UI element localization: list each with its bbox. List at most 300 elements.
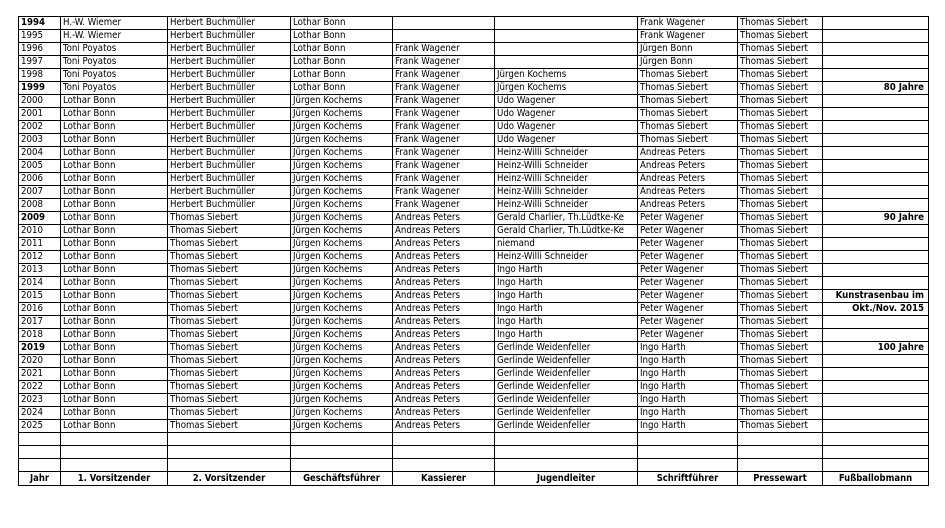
cell-pressewart: Thomas Siebert	[738, 160, 823, 173]
cell-fussballobmann	[823, 277, 929, 290]
cell-vorsitzender-2: Thomas Siebert	[168, 329, 291, 342]
cell-vorsitzender-2: Thomas Siebert	[168, 407, 291, 420]
cell-year: 2002	[19, 121, 61, 134]
cell-pressewart: Thomas Siebert	[738, 30, 823, 43]
cell-vorsitzender-2: Herbert Buchmüller	[168, 108, 291, 121]
cell-geschaeftsfuehrer: Jürgen Kochems	[291, 134, 393, 147]
cell-vorsitzender-2: Thomas Siebert	[168, 264, 291, 277]
cell-fussballobmann	[823, 69, 929, 82]
empty-cell	[495, 446, 638, 459]
table-row	[19, 43, 929, 56]
table-row	[19, 134, 929, 147]
cell-jugendleiter: Heinz-Willi Schneider	[495, 147, 638, 160]
empty-cell	[19, 459, 61, 472]
cell-geschaeftsfuehrer: Jürgen Kochems	[291, 238, 393, 251]
cell-geschaeftsfuehrer: Jürgen Kochems	[291, 160, 393, 173]
cell-year: 2011	[19, 238, 61, 251]
cell-vorsitzender-1: Lothar Bonn	[61, 420, 168, 433]
cell-kassierer: Andreas Peters	[393, 316, 495, 329]
cell-schriftfuehrer: Frank Wagener	[638, 30, 738, 43]
cell-fussballobmann	[823, 134, 929, 147]
cell-pressewart: Thomas Siebert	[738, 290, 823, 303]
cell-year: 2012	[19, 251, 61, 264]
cell-schriftfuehrer: Andreas Peters	[638, 160, 738, 173]
cell-vorsitzender-1: Toni Poyatos	[61, 56, 168, 69]
cell-kassierer	[393, 30, 495, 43]
cell-kassierer: Frank Wagener	[393, 199, 495, 212]
table-row	[19, 30, 929, 43]
empty-cell	[393, 459, 495, 472]
cell-vorsitzender-1: H.-W. Wiemer	[61, 17, 168, 30]
cell-fussballobmann: 80 Jahre	[823, 82, 929, 95]
table-row	[19, 316, 929, 329]
cell-pressewart: Thomas Siebert	[738, 368, 823, 381]
cell-kassierer: Andreas Peters	[393, 342, 495, 355]
cell-fussballobmann	[823, 147, 929, 160]
cell-geschaeftsfuehrer: Jürgen Kochems	[291, 420, 393, 433]
cell-vorsitzender-2: Herbert Buchmüller	[168, 160, 291, 173]
cell-kassierer: Andreas Peters	[393, 264, 495, 277]
cell-year: 2000	[19, 95, 61, 108]
cell-fussballobmann	[823, 186, 929, 199]
table-row	[19, 160, 929, 173]
cell-year: 2019	[19, 342, 61, 355]
cell-pressewart: Thomas Siebert	[738, 69, 823, 82]
cell-kassierer: Andreas Peters	[393, 290, 495, 303]
empty-cell	[291, 433, 393, 446]
cell-year: 1995	[19, 30, 61, 43]
cell-kassierer: Frank Wagener	[393, 108, 495, 121]
cell-fussballobmann	[823, 43, 929, 56]
header-jugendleiter: Jugendleiter	[495, 472, 638, 486]
cell-jugendleiter: Udo Wagener	[495, 134, 638, 147]
cell-fussballobmann	[823, 121, 929, 134]
cell-fussballobmann	[823, 30, 929, 43]
empty-cell	[638, 459, 738, 472]
cell-kassierer: Andreas Peters	[393, 407, 495, 420]
cell-pressewart: Thomas Siebert	[738, 355, 823, 368]
empty-cell	[393, 433, 495, 446]
empty-cell	[61, 433, 168, 446]
cell-schriftfuehrer: Peter Wagener	[638, 251, 738, 264]
cell-vorsitzender-2: Thomas Siebert	[168, 277, 291, 290]
empty-cell	[19, 446, 61, 459]
cell-vorsitzender-1: Lothar Bonn	[61, 407, 168, 420]
cell-fussballobmann	[823, 225, 929, 238]
cell-geschaeftsfuehrer: Jürgen Kochems	[291, 394, 393, 407]
cell-kassierer: Frank Wagener	[393, 56, 495, 69]
header-vorsitzender-1: 1. Vorsitzender	[61, 472, 168, 486]
cell-jugendleiter: Gerlinde Weidenfeller	[495, 355, 638, 368]
cell-vorsitzender-1: Lothar Bonn	[61, 108, 168, 121]
cell-pressewart: Thomas Siebert	[738, 212, 823, 225]
cell-kassierer	[393, 17, 495, 30]
cell-jugendleiter: Ingo Harth	[495, 329, 638, 342]
cell-fussballobmann	[823, 329, 929, 342]
table-row	[19, 147, 929, 160]
cell-vorsitzender-2: Thomas Siebert	[168, 303, 291, 316]
cell-fussballobmann	[823, 264, 929, 277]
cell-geschaeftsfuehrer: Jürgen Kochems	[291, 407, 393, 420]
cell-kassierer: Frank Wagener	[393, 82, 495, 95]
cell-schriftfuehrer: Peter Wagener	[638, 329, 738, 342]
cell-vorsitzender-2: Herbert Buchmüller	[168, 43, 291, 56]
cell-pressewart: Thomas Siebert	[738, 381, 823, 394]
empty-cell	[495, 459, 638, 472]
cell-fussballobmann	[823, 420, 929, 433]
cell-vorsitzender-1: Toni Poyatos	[61, 82, 168, 95]
cell-year: 2014	[19, 277, 61, 290]
cell-vorsitzender-1: Lothar Bonn	[61, 290, 168, 303]
cell-year: 2008	[19, 199, 61, 212]
header-pressewart: Pressewart	[738, 472, 823, 486]
table-row	[19, 264, 929, 277]
table-row	[19, 420, 929, 433]
cell-fussballobmann	[823, 173, 929, 186]
cell-schriftfuehrer: Thomas Siebert	[638, 121, 738, 134]
cell-geschaeftsfuehrer: Jürgen Kochems	[291, 251, 393, 264]
header-fussballobmann: Fußballobmann	[823, 472, 929, 486]
empty-cell	[291, 446, 393, 459]
empty-cell	[738, 433, 823, 446]
cell-year: 2001	[19, 108, 61, 121]
cell-schriftfuehrer: Peter Wagener	[638, 264, 738, 277]
cell-vorsitzender-1: Lothar Bonn	[61, 368, 168, 381]
cell-kassierer: Andreas Peters	[393, 381, 495, 394]
cell-schriftfuehrer: Peter Wagener	[638, 225, 738, 238]
cell-schriftfuehrer: Ingo Harth	[638, 342, 738, 355]
cell-schriftfuehrer: Ingo Harth	[638, 381, 738, 394]
cell-vorsitzender-2: Herbert Buchmüller	[168, 199, 291, 212]
cell-fussballobmann	[823, 251, 929, 264]
cell-vorsitzender-2: Herbert Buchmüller	[168, 134, 291, 147]
cell-fussballobmann: Kunstrasenbau im	[823, 290, 929, 303]
cell-schriftfuehrer: Thomas Siebert	[638, 108, 738, 121]
cell-fussballobmann: Okt./Nov. 2015	[823, 303, 929, 316]
table-row	[19, 329, 929, 342]
cell-geschaeftsfuehrer: Lothar Bonn	[291, 43, 393, 56]
table-row	[19, 69, 929, 82]
cell-kassierer: Andreas Peters	[393, 420, 495, 433]
cell-vorsitzender-2: Thomas Siebert	[168, 420, 291, 433]
cell-vorsitzender-2: Herbert Buchmüller	[168, 30, 291, 43]
table-row	[19, 355, 929, 368]
cell-jugendleiter: Udo Wagener	[495, 121, 638, 134]
cell-geschaeftsfuehrer: Lothar Bonn	[291, 69, 393, 82]
cell-jugendleiter: Gerlinde Weidenfeller	[495, 394, 638, 407]
cell-year: 2009	[19, 212, 61, 225]
cell-geschaeftsfuehrer: Jürgen Kochems	[291, 147, 393, 160]
cell-fussballobmann	[823, 381, 929, 394]
cell-schriftfuehrer: Andreas Peters	[638, 199, 738, 212]
cell-jugendleiter: Jürgen Kochems	[495, 82, 638, 95]
cell-vorsitzender-1: H.-W. Wiemer	[61, 30, 168, 43]
cell-pressewart: Thomas Siebert	[738, 394, 823, 407]
cell-vorsitzender-2: Thomas Siebert	[168, 355, 291, 368]
cell-fussballobmann	[823, 316, 929, 329]
cell-schriftfuehrer: Peter Wagener	[638, 238, 738, 251]
cell-schriftfuehrer: Ingo Harth	[638, 420, 738, 433]
table-row	[19, 56, 929, 69]
cell-pressewart: Thomas Siebert	[738, 342, 823, 355]
cell-vorsitzender-1: Lothar Bonn	[61, 238, 168, 251]
cell-kassierer: Frank Wagener	[393, 121, 495, 134]
cell-schriftfuehrer: Andreas Peters	[638, 173, 738, 186]
cell-geschaeftsfuehrer: Jürgen Kochems	[291, 290, 393, 303]
cell-jugendleiter: Ingo Harth	[495, 264, 638, 277]
cell-jugendleiter: niemand	[495, 238, 638, 251]
cell-vorsitzender-1: Lothar Bonn	[61, 264, 168, 277]
cell-geschaeftsfuehrer: Jürgen Kochems	[291, 342, 393, 355]
cell-jugendleiter	[495, 17, 638, 30]
cell-year: 2022	[19, 381, 61, 394]
cell-geschaeftsfuehrer: Lothar Bonn	[291, 82, 393, 95]
cell-pressewart: Thomas Siebert	[738, 43, 823, 56]
header-geschaeftsfuehrer: Geschäftsführer	[291, 472, 393, 486]
empty-cell	[393, 446, 495, 459]
cell-fussballobmann	[823, 407, 929, 420]
cell-year: 2021	[19, 368, 61, 381]
table-row	[19, 17, 929, 30]
cell-schriftfuehrer: Peter Wagener	[638, 277, 738, 290]
cell-vorsitzender-1: Lothar Bonn	[61, 251, 168, 264]
cell-fussballobmann	[823, 56, 929, 69]
cell-fussballobmann	[823, 108, 929, 121]
cell-kassierer: Frank Wagener	[393, 160, 495, 173]
table-row	[19, 212, 929, 225]
table-row	[19, 290, 929, 303]
header-kassierer: Kassierer	[393, 472, 495, 486]
cell-kassierer: Andreas Peters	[393, 251, 495, 264]
cell-kassierer: Andreas Peters	[393, 394, 495, 407]
cell-kassierer: Andreas Peters	[393, 212, 495, 225]
cell-schriftfuehrer: Peter Wagener	[638, 212, 738, 225]
cell-schriftfuehrer: Thomas Siebert	[638, 69, 738, 82]
table-row	[19, 95, 929, 108]
cell-schriftfuehrer: Andreas Peters	[638, 186, 738, 199]
table-row	[19, 173, 929, 186]
cell-year: 2016	[19, 303, 61, 316]
cell-vorsitzender-1: Lothar Bonn	[61, 147, 168, 160]
cell-pressewart: Thomas Siebert	[738, 225, 823, 238]
cell-jugendleiter: Gerlinde Weidenfeller	[495, 420, 638, 433]
empty-cell	[738, 446, 823, 459]
cell-geschaeftsfuehrer: Jürgen Kochems	[291, 381, 393, 394]
cell-year: 2025	[19, 420, 61, 433]
cell-fussballobmann: 90 Jahre	[823, 212, 929, 225]
cell-jugendleiter: Heinz-Willi Schneider	[495, 186, 638, 199]
cell-schriftfuehrer: Jürgen Bonn	[638, 56, 738, 69]
cell-geschaeftsfuehrer: Jürgen Kochems	[291, 225, 393, 238]
cell-vorsitzender-2: Herbert Buchmüller	[168, 173, 291, 186]
cell-vorsitzender-2: Thomas Siebert	[168, 316, 291, 329]
cell-pressewart: Thomas Siebert	[738, 147, 823, 160]
cell-geschaeftsfuehrer: Jürgen Kochems	[291, 95, 393, 108]
empty-cell	[823, 433, 929, 446]
cell-fussballobmann	[823, 368, 929, 381]
cell-geschaeftsfuehrer: Jürgen Kochems	[291, 368, 393, 381]
cell-schriftfuehrer: Frank Wagener	[638, 17, 738, 30]
cell-geschaeftsfuehrer: Lothar Bonn	[291, 56, 393, 69]
cell-geschaeftsfuehrer: Jürgen Kochems	[291, 121, 393, 134]
cell-schriftfuehrer: Ingo Harth	[638, 355, 738, 368]
cell-kassierer: Andreas Peters	[393, 238, 495, 251]
cell-kassierer: Andreas Peters	[393, 329, 495, 342]
cell-fussballobmann	[823, 199, 929, 212]
cell-vorsitzender-1: Lothar Bonn	[61, 121, 168, 134]
cell-schriftfuehrer: Jürgen Bonn	[638, 43, 738, 56]
cell-year: 2020	[19, 355, 61, 368]
cell-pressewart: Thomas Siebert	[738, 303, 823, 316]
empty-cell	[168, 459, 291, 472]
empty-cell	[638, 433, 738, 446]
cell-schriftfuehrer: Thomas Siebert	[638, 134, 738, 147]
cell-jugendleiter: Jürgen Kochems	[495, 69, 638, 82]
cell-fussballobmann: 100 Jahre	[823, 342, 929, 355]
cell-fussballobmann	[823, 394, 929, 407]
table-row	[19, 368, 929, 381]
cell-vorsitzender-2: Herbert Buchmüller	[168, 95, 291, 108]
cell-pressewart: Thomas Siebert	[738, 121, 823, 134]
cell-geschaeftsfuehrer: Jürgen Kochems	[291, 264, 393, 277]
cell-vorsitzender-1: Toni Poyatos	[61, 69, 168, 82]
empty-row	[19, 433, 929, 446]
cell-geschaeftsfuehrer: Jürgen Kochems	[291, 355, 393, 368]
cell-fussballobmann	[823, 355, 929, 368]
cell-vorsitzender-1: Lothar Bonn	[61, 303, 168, 316]
cell-year: 2013	[19, 264, 61, 277]
cell-pressewart: Thomas Siebert	[738, 95, 823, 108]
cell-vorsitzender-2: Herbert Buchmüller	[168, 147, 291, 160]
cell-kassierer: Andreas Peters	[393, 225, 495, 238]
cell-vorsitzender-2: Herbert Buchmüller	[168, 82, 291, 95]
cell-vorsitzender-1: Lothar Bonn	[61, 355, 168, 368]
cell-schriftfuehrer: Peter Wagener	[638, 316, 738, 329]
cell-vorsitzender-1: Lothar Bonn	[61, 160, 168, 173]
cell-year: 2023	[19, 394, 61, 407]
cell-pressewart: Thomas Siebert	[738, 173, 823, 186]
cell-pressewart: Thomas Siebert	[738, 264, 823, 277]
cell-jugendleiter: Gerlinde Weidenfeller	[495, 342, 638, 355]
cell-jugendleiter: Gerlinde Weidenfeller	[495, 368, 638, 381]
cell-fussballobmann	[823, 95, 929, 108]
cell-jugendleiter: Gerlinde Weidenfeller	[495, 407, 638, 420]
cell-vorsitzender-1: Lothar Bonn	[61, 95, 168, 108]
cell-vorsitzender-1: Lothar Bonn	[61, 134, 168, 147]
cell-fussballobmann	[823, 17, 929, 30]
cell-pressewart: Thomas Siebert	[738, 134, 823, 147]
empty-cell	[168, 433, 291, 446]
cell-jugendleiter: Heinz-Willi Schneider	[495, 251, 638, 264]
table-row	[19, 407, 929, 420]
cell-year: 2003	[19, 134, 61, 147]
cell-geschaeftsfuehrer: Lothar Bonn	[291, 30, 393, 43]
cell-year: 1994	[19, 17, 61, 30]
cell-vorsitzender-1: Toni Poyatos	[61, 43, 168, 56]
cell-vorsitzender-2: Herbert Buchmüller	[168, 69, 291, 82]
cell-kassierer: Frank Wagener	[393, 186, 495, 199]
cell-jugendleiter: Heinz-Willi Schneider	[495, 160, 638, 173]
cell-pressewart: Thomas Siebert	[738, 316, 823, 329]
cell-schriftfuehrer: Ingo Harth	[638, 407, 738, 420]
cell-jugendleiter	[495, 30, 638, 43]
cell-pressewart: Thomas Siebert	[738, 186, 823, 199]
cell-vorsitzender-1: Lothar Bonn	[61, 316, 168, 329]
cell-vorsitzender-2: Herbert Buchmüller	[168, 17, 291, 30]
cell-pressewart: Thomas Siebert	[738, 329, 823, 342]
cell-schriftfuehrer: Thomas Siebert	[638, 82, 738, 95]
empty-cell	[61, 459, 168, 472]
cell-vorsitzender-1: Lothar Bonn	[61, 225, 168, 238]
cell-pressewart: Thomas Siebert	[738, 277, 823, 290]
table-row	[19, 394, 929, 407]
empty-cell	[168, 446, 291, 459]
table-row	[19, 238, 929, 251]
cell-jugendleiter	[495, 56, 638, 69]
table-row	[19, 225, 929, 238]
empty-cell	[495, 433, 638, 446]
cell-year: 2005	[19, 160, 61, 173]
cell-vorsitzender-2: Herbert Buchmüller	[168, 186, 291, 199]
cell-jugendleiter: Ingo Harth	[495, 316, 638, 329]
cell-vorsitzender-2: Herbert Buchmüller	[168, 121, 291, 134]
empty-row	[19, 446, 929, 459]
cell-year: 2004	[19, 147, 61, 160]
cell-schriftfuehrer: Thomas Siebert	[638, 95, 738, 108]
empty-cell	[823, 459, 929, 472]
cell-vorsitzender-2: Thomas Siebert	[168, 225, 291, 238]
cell-vorsitzender-1: Lothar Bonn	[61, 173, 168, 186]
empty-cell	[823, 446, 929, 459]
cell-year: 2007	[19, 186, 61, 199]
cell-geschaeftsfuehrer: Jürgen Kochems	[291, 212, 393, 225]
cell-geschaeftsfuehrer: Jürgen Kochems	[291, 186, 393, 199]
cell-year: 1999	[19, 82, 61, 95]
cell-vorsitzender-2: Thomas Siebert	[168, 290, 291, 303]
cell-vorsitzender-1: Lothar Bonn	[61, 381, 168, 394]
cell-pressewart: Thomas Siebert	[738, 82, 823, 95]
cell-schriftfuehrer: Ingo Harth	[638, 368, 738, 381]
cell-fussballobmann	[823, 160, 929, 173]
cell-fussballobmann	[823, 238, 929, 251]
cell-jugendleiter: Udo Wagener	[495, 108, 638, 121]
cell-jugendleiter: Ingo Harth	[495, 290, 638, 303]
table-row	[19, 82, 929, 95]
empty-cell	[291, 459, 393, 472]
table-row	[19, 303, 929, 316]
cell-pressewart: Thomas Siebert	[738, 17, 823, 30]
cell-geschaeftsfuehrer: Jürgen Kochems	[291, 303, 393, 316]
cell-jugendleiter: Gerald Charlier, Th.Lüdtke-Ke	[495, 225, 638, 238]
table-row	[19, 199, 929, 212]
cell-geschaeftsfuehrer: Jürgen Kochems	[291, 277, 393, 290]
cell-vorsitzender-1: Lothar Bonn	[61, 342, 168, 355]
cell-kassierer: Frank Wagener	[393, 69, 495, 82]
cell-kassierer: Frank Wagener	[393, 173, 495, 186]
cell-vorsitzender-2: Thomas Siebert	[168, 381, 291, 394]
cell-geschaeftsfuehrer: Jürgen Kochems	[291, 173, 393, 186]
cell-pressewart: Thomas Siebert	[738, 420, 823, 433]
cell-vorsitzender-2: Thomas Siebert	[168, 251, 291, 264]
table-row	[19, 277, 929, 290]
cell-geschaeftsfuehrer: Jürgen Kochems	[291, 199, 393, 212]
empty-row	[19, 459, 929, 472]
cell-vorsitzender-1: Lothar Bonn	[61, 329, 168, 342]
cell-kassierer: Frank Wagener	[393, 147, 495, 160]
cell-geschaeftsfuehrer: Jürgen Kochems	[291, 329, 393, 342]
cell-vorsitzender-2: Thomas Siebert	[168, 238, 291, 251]
cell-schriftfuehrer: Ingo Harth	[638, 394, 738, 407]
